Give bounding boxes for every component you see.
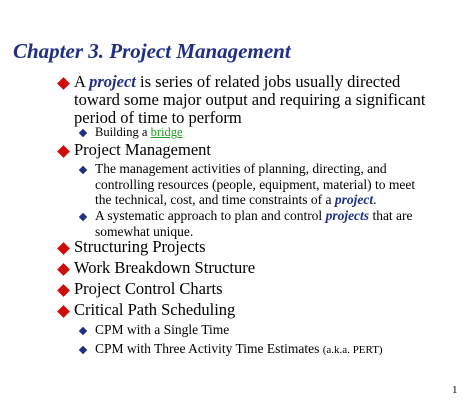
sub-bullet-systematic-approach	[95, 208, 413, 239]
bullet-text: .	[373, 192, 377, 207]
diamond-sub-bullet-icon	[79, 166, 87, 174]
sub-bullet-building-bridge	[95, 125, 183, 141]
diamond-bullet-icon	[57, 77, 70, 90]
emphasis-project: project	[89, 72, 136, 91]
sub-bullet-management-activities	[95, 161, 415, 208]
bullet-structuring-projects: Structuring Projects	[74, 237, 206, 256]
diamond-bullet-icon	[57, 305, 70, 318]
bullet-line: controlling resources (people, equipment, material) to meet	[95, 176, 416, 192]
bullet-text: Building a	[95, 125, 151, 139]
bullet-text: is series of related jobs usually directed	[135, 72, 401, 91]
bullet-text: A systematic approach to plan and control	[95, 208, 326, 223]
bullet-project-management: Project Management	[74, 140, 211, 159]
bullet-work-breakdown-structure: Work Breakdown Structure	[74, 258, 256, 277]
bullet-line: period of time to perform	[74, 108, 242, 127]
bridge-link[interactable]: bridge	[150, 125, 183, 139]
emphasis-project: project	[334, 192, 374, 207]
bullet-line: The management activities of planning, directing, and	[95, 161, 387, 176]
bullet-text: that are	[369, 208, 413, 223]
diamond-bullet-icon	[57, 263, 70, 276]
bullet-text: the technical, cost, and time constraints of a	[95, 192, 335, 207]
bullet-project-definition	[74, 73, 425, 127]
bullet-note: (a.k.a. PERT)	[322, 344, 383, 356]
sub-bullet-cpm-three-estimates	[95, 341, 383, 359]
bullet-line: somewhat unique.	[95, 223, 194, 239]
diamond-bullet-icon	[57, 242, 70, 255]
diamond-sub-bullet-icon	[79, 327, 87, 335]
bullet-critical-path-scheduling: Critical Path Scheduling	[74, 300, 236, 319]
bullet-project-control-charts: Project Control Charts	[74, 279, 223, 298]
bullet-line	[95, 192, 415, 208]
diamond-bullet-icon	[57, 284, 70, 297]
diamond-bullet-icon	[57, 145, 70, 158]
diamond-sub-bullet-icon	[79, 129, 87, 137]
sub-bullet-cpm-single-time: CPM with a Single Time	[95, 322, 230, 337]
bullet-line	[95, 208, 413, 224]
bullet-text: A	[74, 72, 90, 91]
page-number: 1	[452, 384, 458, 396]
bullet-text: CPM with Three Activity Time Estimates	[95, 341, 323, 356]
diamond-sub-bullet-icon	[79, 213, 87, 221]
bullet-line	[74, 73, 425, 91]
emphasis-projects: projects	[325, 208, 370, 223]
bullet-line: toward some major output and requiring a significant	[74, 90, 426, 109]
diamond-sub-bullet-icon	[79, 346, 87, 354]
slide-title: Chapter 3. Project Management	[13, 39, 291, 63]
